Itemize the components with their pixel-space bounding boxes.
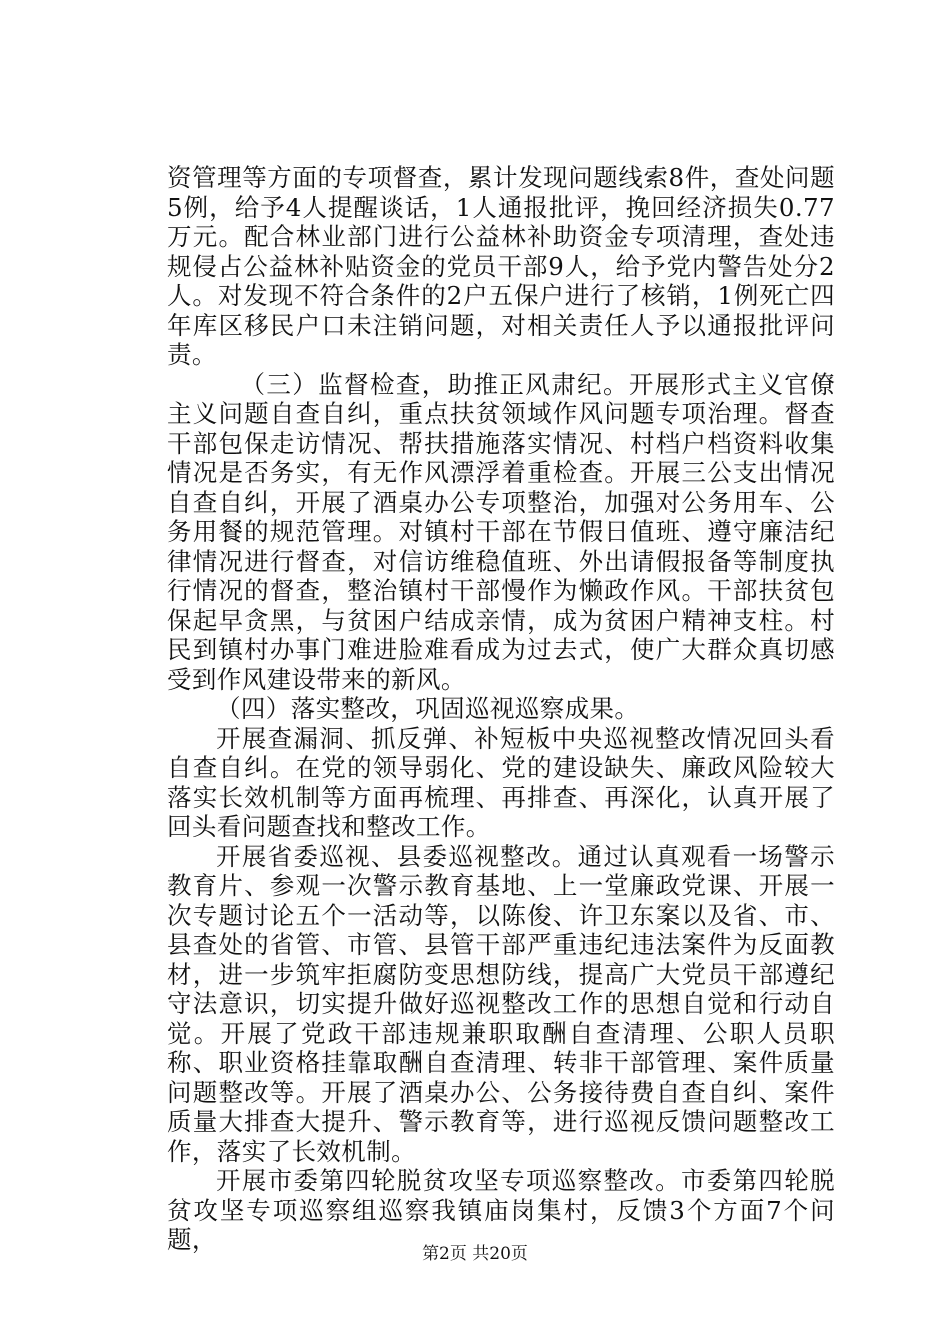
paragraph-2-section-three: （三）监督检查，助推正风肃纪。开展形式主义官僚主义问题自查自纠，重点扶贫领域作风问题专项治理。督查干部包保走访情况、帮扶措施落实情况、村档户档资料收集情况是否务实，有无作风漂浮着重检查。开展三公支出情况自查自纠，开展了酒桌办公专项整治，加强对公务用车、公务用餐的规范管理。对镇村干部在节假日值班、遵守廉洁纪律情况进行督查，对信访维稳值班、外出请假报备等制度执行情况的督查，整治镇村干部慢作为懒政作风。干部扶贫包保起早贪黑，与贫困户结成亲情，成为贫困户精神支柱。村民到镇村办事门难进脸难看成为过去式，使广大群众真切感受到作风建设带来的新风。: [167, 369, 835, 694]
page-footer: [0, 1244, 950, 1264]
paragraph-4: 开展查漏洞、抓反弹、补短板中央巡视整改情况回头看自查自纠。在党的领导弱化、党的建设缺失、廉政风险较大落实长效机制等方面再梳理、再排查、再深化，认真开展了回头看问题查找和整改工作。: [167, 723, 835, 841]
page-number: 第2页 共20页: [422, 1244, 528, 1264]
paragraph-6: 开展市委第四轮脱贫攻坚专项巡察整改。市委第四轮脱贫攻坚专项巡察组巡察我镇庙岗集村，反馈3个方面7个问题，: [167, 1166, 835, 1254]
document-body: [167, 163, 835, 1255]
paragraph-3-section-four-heading: （四）落实整改，巩固巡视巡察成果。: [216, 694, 640, 723]
paragraph-5: 开展省委巡视、县委巡视整改。通过认真观看一场警示教育片、参观一次警示教育基地、上一堂廉政党课、开展一次专题讨论五个一活动等，以陈俊、许卫东案以及省、市、县查处的省管、市管、县管干部严重违纪违法案件为反面教材，进一步筑牢拒腐防变思想防线，提高广大党员干部遵纪守法意识，切实提升做好巡视整改工作的思想自觉和行动自觉。开展了党政干部违规兼职取酬自查清理、公职人员职称、职业资格挂靠取酬自查清理、转非干部管理、案件质量问题整改等。开展了酒桌办公、公务接待费自查自纠、案件质量大排查大提升、警示教育等，进行巡视反馈问题整改工作，落实了长效机制。: [167, 841, 835, 1166]
paragraph-1: 资管理等方面的专项督查，累计发现问题线索8件，查处问题5例，给予4人提醒谈话，1人通报批评，挽回经济损失0.77万元。配合林业部门进行公益林补助资金专项清理，查处违规侵占公益林补贴资金的党员干部9人，给予党内警告处分2人。对发现不符合条件的2户五保户进行了核销，1例死亡四年库区移民户口未注销问题，对相关责任人予以通报批评问责。: [167, 163, 835, 369]
